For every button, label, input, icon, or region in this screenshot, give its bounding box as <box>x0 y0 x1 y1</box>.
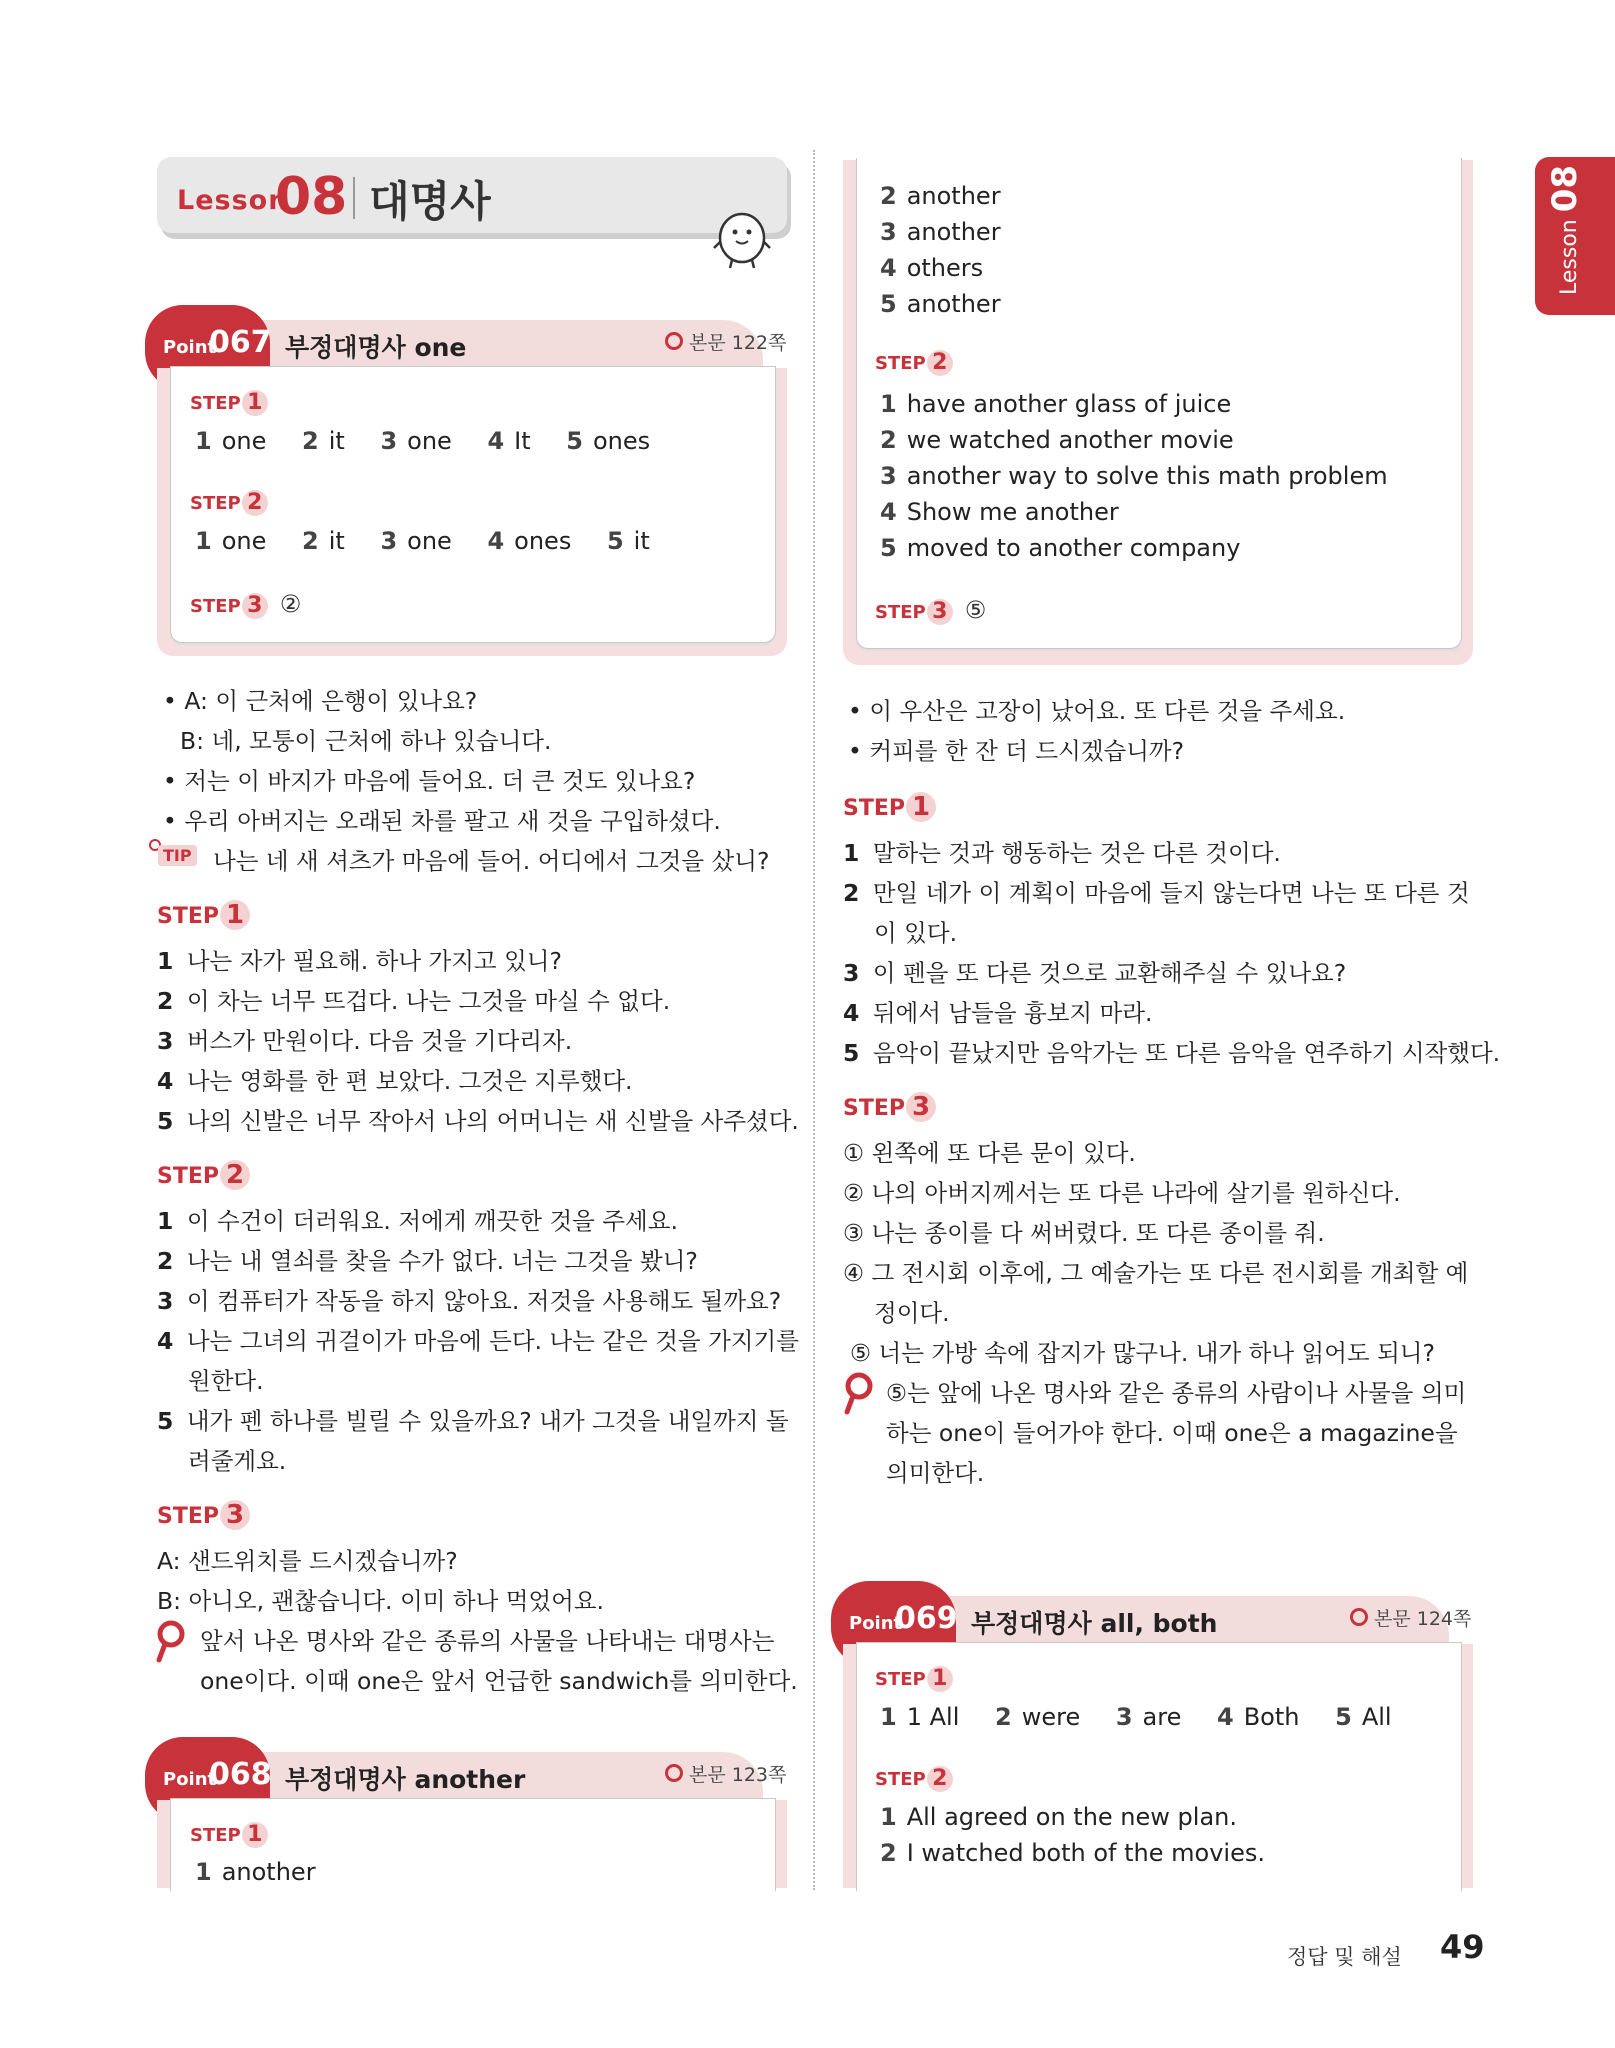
p068-note-line: ⑤는 앞에 나온 명사와 같은 종류의 사람이나 사물을 의미 <box>886 1379 1467 1407</box>
p067-step2-answers: 1 one 2 it 3 one 4 ones 5 it <box>195 527 650 555</box>
p068-step1-answer: 5 another <box>880 290 1001 318</box>
lesson-side-tab <box>1535 157 1615 315</box>
p068-trans-line: 1 말하는 것과 행동하는 것은 다른 것이다. <box>843 839 1281 867</box>
p068-trans-step3-label: STEP 3 <box>843 1092 936 1122</box>
p068-trans-line: ① 왼쪽에 또 다른 문이 있다. <box>843 1139 1136 1167</box>
p068-step2-label: STEP 2 <box>875 350 953 376</box>
p068-step1-answer: 1 another <box>195 1858 316 1886</box>
p067-trans-line: 3 버스가 만원이다. 다음 것을 기다리자. <box>157 1027 573 1055</box>
magnifier-icon <box>155 1620 187 1668</box>
p067-trans-line: 2 이 차는 너무 뜨겁다. 나는 그것을 마실 수 없다. <box>157 987 671 1015</box>
p069-step2-answer: 2 I watched both of the movies. <box>880 1839 1265 1867</box>
p068-step2-answer: 2 we watched another movie <box>880 426 1234 454</box>
p067-note-line: one이다. 이때 one은 앞서 언급한 sandwich를 의미한다. <box>200 1667 798 1695</box>
p067-trans-line: A: 샌드위치를 드시겠습니까? <box>157 1547 458 1575</box>
p067-step1-answers: 1 one 2 it 3 one 4 It 5 ones <box>195 427 651 455</box>
tip-badge: TIP <box>158 845 197 866</box>
lesson-divider <box>353 177 355 219</box>
p067-trans-line: 2 나는 내 열쇠를 찾을 수가 없다. 너는 그것을 봤니? <box>157 1247 698 1275</box>
point-067-page-ref: 본문 122쪽 <box>665 328 786 355</box>
p067-trans-line: 5 나의 신발은 너무 작아서 나의 어머니는 새 신발을 사주셨다. <box>157 1107 799 1135</box>
lesson-header <box>157 157 787 233</box>
p069-step1-label: STEP 1 <box>875 1666 953 1692</box>
point-068-title: 부정대명사 another <box>285 1765 526 1794</box>
p068-step2-answer: 5 moved to another company <box>880 534 1241 562</box>
p067-trans-line: 4 나는 그녀의 귀걸이가 마음에 든다. 나는 같은 것을 가지기를 <box>157 1327 799 1355</box>
p068-example: • 이 우산은 고장이 났어요. 또 다른 것을 주세요. <box>848 697 1346 725</box>
p068-trans-line: ③ 나는 종이를 다 써버렸다. 또 다른 종이를 줘. <box>843 1219 1325 1247</box>
p069-step2-answer: 1 All agreed on the new plan. <box>880 1803 1237 1831</box>
p068-step1-answer: 4 others <box>880 254 984 282</box>
p068-note-line: 하는 one이 들어가야 한다. 이때 one은 a magazine을 <box>886 1419 1458 1447</box>
column-divider <box>813 150 815 1890</box>
p067-trans-line: 원한다. <box>188 1367 264 1395</box>
p067-trans-line: 3 이 컴퓨터가 작동을 하지 않아요. 저것을 사용해도 될까요? <box>157 1287 782 1315</box>
p067-trans-line: B: 아니오, 괜찮습니다. 이미 하나 먹었어요. <box>157 1587 605 1615</box>
p068-example: • 커피를 한 잔 더 드시겠습니까? <box>848 737 1185 765</box>
p068-trans-line: 2 만일 네가 이 계획이 마음에 들지 않는다면 나는 또 다른 것 <box>843 879 1470 907</box>
p068-step1-answer: 3 another <box>880 218 1001 246</box>
p068-step2-answer: 3 another way to solve this math problem <box>880 462 1388 490</box>
p067-trans-step2-label: STEP 2 <box>157 1160 250 1190</box>
lesson-word: Lesson <box>177 185 289 216</box>
p067-step3-label: STEP 3 ② <box>190 590 302 618</box>
p067-example: B: 네, 모퉁이 근처에 하나 있습니다. <box>180 727 552 755</box>
p067-trans-step3-label: STEP 3 <box>157 1500 250 1530</box>
p067-note-line: 앞서 나온 명사와 같은 종류의 사물을 나타내는 대명사는 <box>200 1627 775 1655</box>
p067-trans-line: 4 나는 영화를 한 편 보았다. 그것은 지루했다. <box>157 1067 633 1095</box>
p068-trans-line: 5 음악이 끝났지만 음악가는 또 다른 음악을 연주하기 시작했다. <box>843 1039 1501 1067</box>
lesson-title: 대명사 <box>369 177 491 226</box>
p068-step1-label: STEP 1 <box>190 1822 268 1848</box>
p068-trans-line: ④ 그 전시회 이후에, 그 예술가는 또 다른 전시회를 개최할 예 <box>843 1259 1469 1287</box>
point-069-badge: Point 069 <box>831 1581 956 1666</box>
p068-trans-line: ② 나의 아버지께서는 또 다른 나라에 살기를 원하신다. <box>843 1179 1401 1207</box>
p067-step2-label: STEP 2 <box>190 490 268 516</box>
lesson-number: 08 <box>275 167 348 227</box>
point-069-page-ref: 본문 124쪽 <box>1350 1604 1471 1631</box>
p068-trans-line: 4 뒤에서 남들을 흉보지 마라. <box>843 999 1153 1027</box>
p068-step2-answer: 1 have another glass of juice <box>880 390 1232 418</box>
side-tab-word: Lesson <box>1557 219 1582 295</box>
page-number: 49 <box>1440 1928 1485 1966</box>
point-067-title: 부정대명사 one <box>285 333 467 362</box>
p067-example: • A: 이 근처에 은행이 있나요? <box>163 687 478 715</box>
p067-trans-line: 1 나는 자가 필요해. 하나 가지고 있니? <box>157 947 562 975</box>
p067-trans-step1-label: STEP 1 <box>157 900 250 930</box>
point-069-title: 부정대명사 all, both <box>971 1609 1218 1638</box>
mascot-icon <box>712 208 772 270</box>
magnifier-icon <box>843 1372 875 1420</box>
p068-trans-line: ⑤ 너는 가방 속에 잡지가 많구나. 내가 하나 읽어도 되니? <box>850 1339 1435 1367</box>
tip-text: 나는 네 새 셔츠가 마음에 들어. 어디에서 그것을 샀니? <box>213 847 770 875</box>
p067-trans-line: 5 내가 펜 하나를 빌릴 수 있을까요? 내가 그것을 내일까지 돌 <box>157 1407 789 1435</box>
p067-trans-line: 1 이 수건이 더러워요. 저에게 깨끗한 것을 주세요. <box>157 1207 678 1235</box>
p067-step1-label: STEP 1 <box>190 390 268 416</box>
p067-trans-line: 려줄게요. <box>188 1447 287 1475</box>
p068-trans-line: 이 있다. <box>874 919 958 947</box>
p069-step1-answers: 1 1 All 2 were 3 are 4 Both 5 All <box>880 1703 1392 1731</box>
p068-step3-label: STEP 3 ⑤ <box>875 596 987 624</box>
p069-step2-label: STEP 2 <box>875 1766 953 1792</box>
point-067-badge: Point 067 <box>145 305 270 390</box>
p067-example: • 우리 아버지는 오래된 차를 팔고 새 것을 구입하셨다. <box>163 807 721 835</box>
p068-note-line: 의미한다. <box>886 1459 985 1487</box>
side-tab-number: 08 <box>1545 164 1585 213</box>
footer-label: 정답 및 해설 <box>1287 1945 1402 1969</box>
p068-trans-line: 3 이 펜을 또 다른 것으로 교환해주실 수 있나요? <box>843 959 1347 987</box>
point-068-badge: Point 068 <box>145 1737 270 1822</box>
point-068-page-ref: 본문 123쪽 <box>665 1760 786 1787</box>
p067-example: • 저는 이 바지가 마음에 들어요. 더 큰 것도 있나요? <box>163 767 696 795</box>
p068-step2-answer: 4 Show me another <box>880 498 1119 526</box>
p068-trans-step1-label: STEP 1 <box>843 792 936 822</box>
p068-step1-answer: 2 another <box>880 182 1001 210</box>
p068-trans-line: 정이다. <box>874 1299 950 1327</box>
